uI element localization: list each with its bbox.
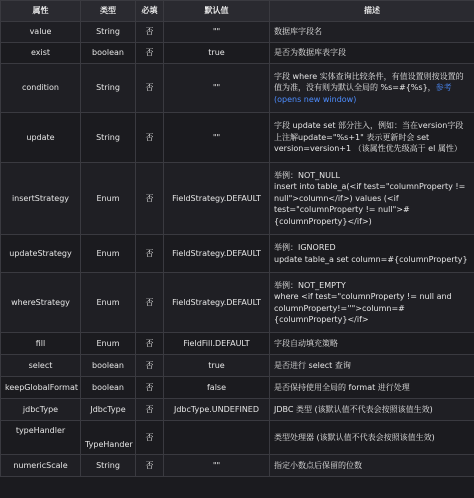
table-body: [1, 22, 474, 477]
cell-type: Enum: [81, 163, 136, 235]
cell-required: 否: [136, 399, 164, 421]
cell-required: 否: [136, 113, 164, 163]
table-row: [1, 64, 474, 113]
table-row: [1, 43, 474, 64]
cell-required: 否: [136, 273, 164, 333]
cell-attribute: typeHandler: [1, 421, 81, 455]
cell-type: String: [81, 22, 136, 43]
table-row: [1, 399, 474, 421]
cell-attribute: jdbcType: [1, 399, 81, 421]
table-row: [1, 333, 474, 355]
cell-required: 否: [136, 455, 164, 477]
cell-attribute: fill: [1, 333, 81, 355]
cell-default: FieldStrategy.DEFAULT: [164, 273, 270, 333]
cell-required: 否: [136, 235, 164, 273]
cell-description: 指定小数点后保留的位数: [270, 455, 474, 477]
header-required: 必填: [136, 1, 164, 22]
cell-required: 否: [136, 377, 164, 399]
cell-description: 类型处理器 (该默认值不代表会按照该值生效): [270, 421, 474, 455]
cell-required: 否: [136, 355, 164, 377]
cell-description: 是否为数据库表字段: [270, 43, 474, 64]
cell-default: FieldStrategy.DEFAULT: [164, 235, 270, 273]
cell-default: [164, 421, 270, 455]
header-attribute: 属性: [1, 1, 81, 22]
cell-required: 否: [136, 22, 164, 43]
header-description: 描述: [270, 1, 474, 22]
table-row: [1, 455, 474, 477]
table-row: [1, 235, 474, 273]
table-row: [1, 113, 474, 163]
cell-default: true: [164, 355, 270, 377]
cell-default: JdbcType.UNDEFINED: [164, 399, 270, 421]
cell-type: boolean: [81, 377, 136, 399]
cell-attribute: condition: [1, 64, 81, 113]
cell-required: 否: [136, 163, 164, 235]
cell-description: 举例：NOT_NULL insert into table_a(<if test="columnProperty != null">column</if>) values (<if test="columnProperty != null">#{columnProperty}</if>): [270, 163, 474, 235]
cell-attribute: select: [1, 355, 81, 377]
header-default: 默认值: [164, 1, 270, 22]
cell-description: 字段 update set 部分注入，例如：当在version字段上注解update="%s+1" 表示更新时会 set version=version+1 （该属性优先级高于 el 属性）: [270, 113, 474, 163]
cell-description: 字段自动填充策略: [270, 333, 474, 355]
cell-required: 否: [136, 43, 164, 64]
cell-attribute: whereStrategy: [1, 273, 81, 333]
cell-description: 是否进行 select 查询: [270, 355, 474, 377]
table-row: [1, 377, 474, 399]
table-row: [1, 163, 474, 235]
cell-type: Enum: [81, 273, 136, 333]
cell-required: 否: [136, 421, 164, 455]
cell-required: 否: [136, 64, 164, 113]
cell-description: 举例：NOT_EMPTY where <if test="columnProperty != null and columnProperty!=''">column=#{columnProperty}</if>: [270, 273, 474, 333]
cell-default: "": [164, 64, 270, 113]
cell-attribute: keepGlobalFormat: [1, 377, 81, 399]
cell-type: Enum: [81, 333, 136, 355]
cell-default: "": [164, 455, 270, 477]
cell-default: "": [164, 22, 270, 43]
cell-attribute: value: [1, 22, 81, 43]
cell-default: false: [164, 377, 270, 399]
table-row: [1, 355, 474, 377]
cell-attribute: update: [1, 113, 81, 163]
cell-description: 举例：IGNORED update table_a set column=#{columnProperty}: [270, 235, 474, 273]
table-row: [1, 273, 474, 333]
cell-type: boolean: [81, 355, 136, 377]
cell-default: FieldStrategy.DEFAULT: [164, 163, 270, 235]
cell-type: String: [81, 113, 136, 163]
cell-description: 是否保持使用全局的 format 进行处理: [270, 377, 474, 399]
cell-type: String: [81, 455, 136, 477]
cell-type: TypeHander: [81, 421, 136, 455]
cell-required: 否: [136, 333, 164, 355]
cell-default: "": [164, 113, 270, 163]
table-row: [1, 22, 474, 43]
cell-attribute: updateStrategy: [1, 235, 81, 273]
table-header: [1, 1, 474, 22]
cell-type: boolean: [81, 43, 136, 64]
header-type: 类型: [81, 1, 136, 22]
cell-attribute: insertStrategy: [1, 163, 81, 235]
cell-attribute: numericScale: [1, 455, 81, 477]
reference-link[interactable]: 参考 (opens new window): [274, 83, 452, 104]
cell-default: FieldFill.DEFAULT: [164, 333, 270, 355]
cell-attribute: exist: [1, 43, 81, 64]
cell-description: 数据库字段名: [270, 22, 474, 43]
description-text: 字段 where 实体查询比较条件，有值设置则按设置的值为准，没有则为默认全局的 %s=#{%s}，: [274, 71, 464, 93]
cell-type: Enum: [81, 235, 136, 273]
cell-type: JdbcType: [81, 399, 136, 421]
table-row: [1, 421, 474, 455]
cell-default: true: [164, 43, 270, 64]
cell-type: String: [81, 64, 136, 113]
cell-description: JDBC 类型 (该默认值不代表会按照该值生效): [270, 399, 474, 421]
cell-description: [270, 64, 474, 113]
